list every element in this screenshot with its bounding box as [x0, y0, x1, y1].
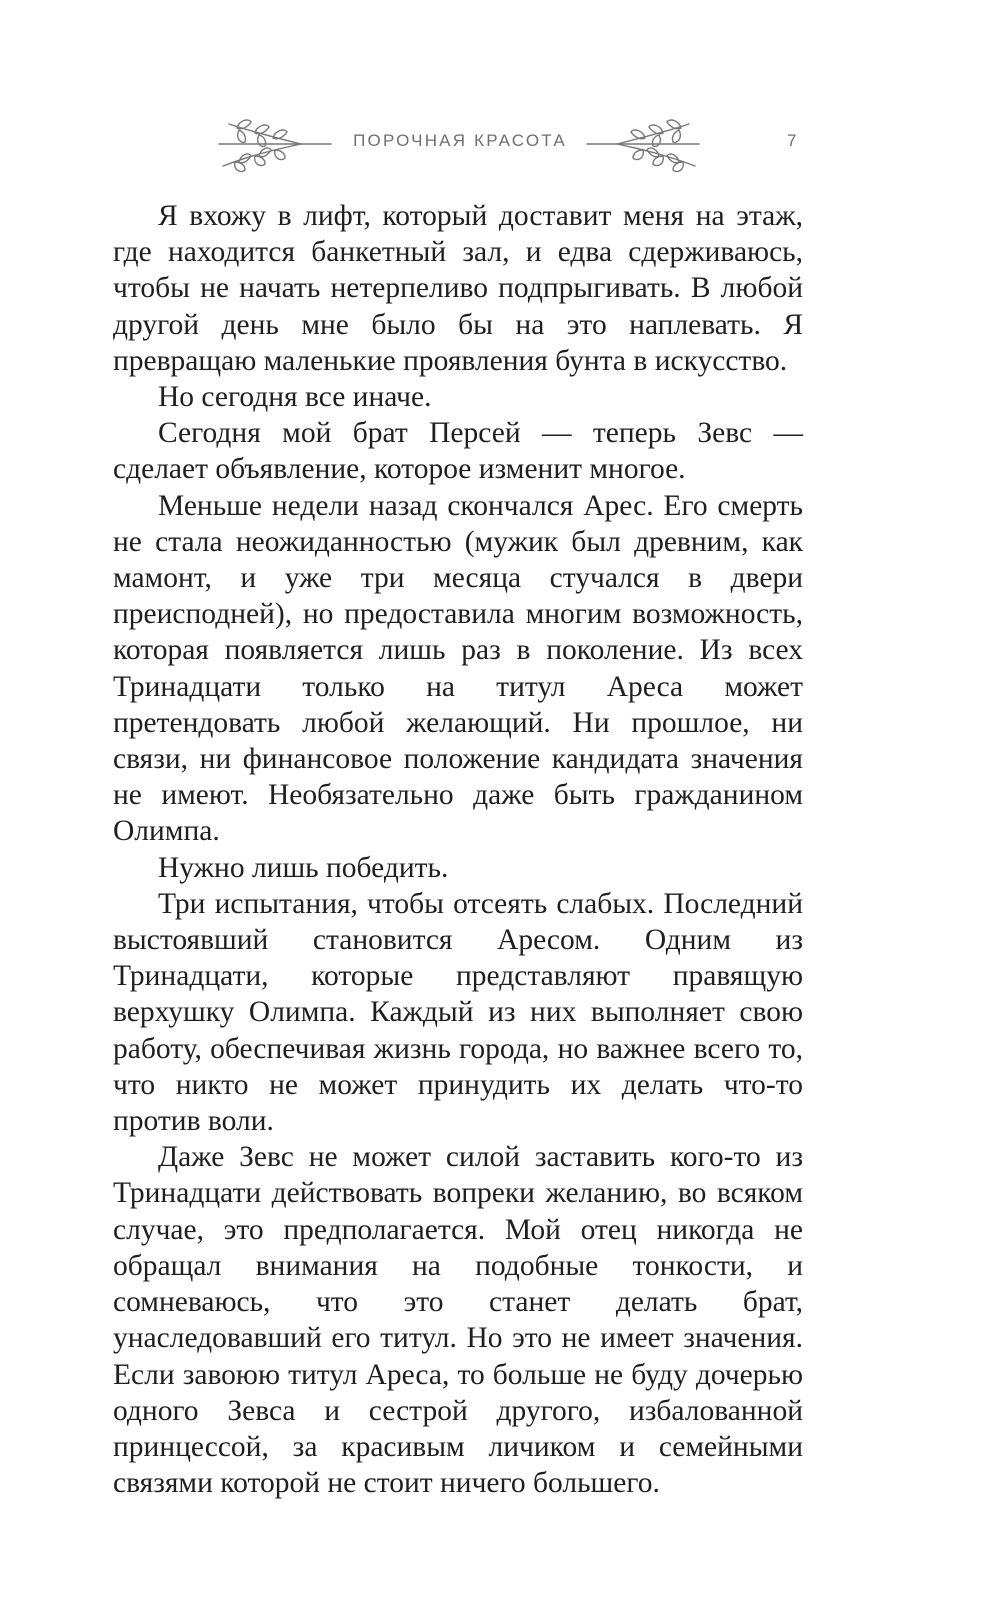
right-laurel-ornament-icon [583, 118, 703, 174]
paragraph: Сегодня мой брат Персей — теперь Зевс — сделает объявление, которое изменит многое. [113, 417, 803, 486]
paragraph: Меньше недели назад скончался Арес. Его смерть не стала неожиданностью (мужик был древним, как мамонт, и уже три месяца стучался в двери преисподней), но предоставила многим возможность, которая появляется лишь раз в поколение. Из всех Тринадцати только на титул Ареса может претендовать любой желающий. Ни прошлое, ни связи, ни финансовое положение кандидата значения не имеют. Необязательно даже быть гражданином Олимпа. [113, 489, 803, 848]
running-header [215, 118, 815, 174]
paragraph: Нужно лишь победить. [158, 851, 449, 884]
paragraph: Даже Зевс не может силой заставить кого-то из Тринадцати действовать вопреки желанию, во всяком случае, это предполагается. Мой отец никогда не обращал внимания на подобные тонкости, и сомневаюсь, что это станет делать брат, унаследовавший его титул. Но это не имеет значения. Если завоюю титул Ареса, то больше не буду дочерью одного Зевса и сестрой другого, избалованной принцессой, за красивым личиком и семейными связями которой не стоит ничего большего. [113, 1141, 803, 1500]
paragraph: Три испытания, чтобы отсеять слабых. Последний выстоявший становится Аресом. Одним из Тринадцати, которые представляют правящую верхушку Олимпа. Каждый из них выполняет свою работу, обеспечивая жизнь города, но важнее всего то, что никто не может принудить их делать что-то против воли. [113, 887, 803, 1138]
body-text [113, 198, 803, 1501]
running-header-title: ПОРОЧНАЯ КРАСОТА [353, 131, 567, 150]
paragraph: Но сегодня все иначе. [158, 381, 432, 414]
left-laurel-ornament-icon [215, 118, 335, 174]
page-number: 7 [787, 131, 797, 150]
paragraph: Я вхожу в лифт, который доставит меня на этаж, где находится банкетный зал, и едва сдерживаюсь, чтобы не начать нетерпеливо подпрыгивать. В любой другой день мне было бы на это наплевать. Я превращаю маленькие проявления бунта в искусство. [113, 200, 803, 377]
